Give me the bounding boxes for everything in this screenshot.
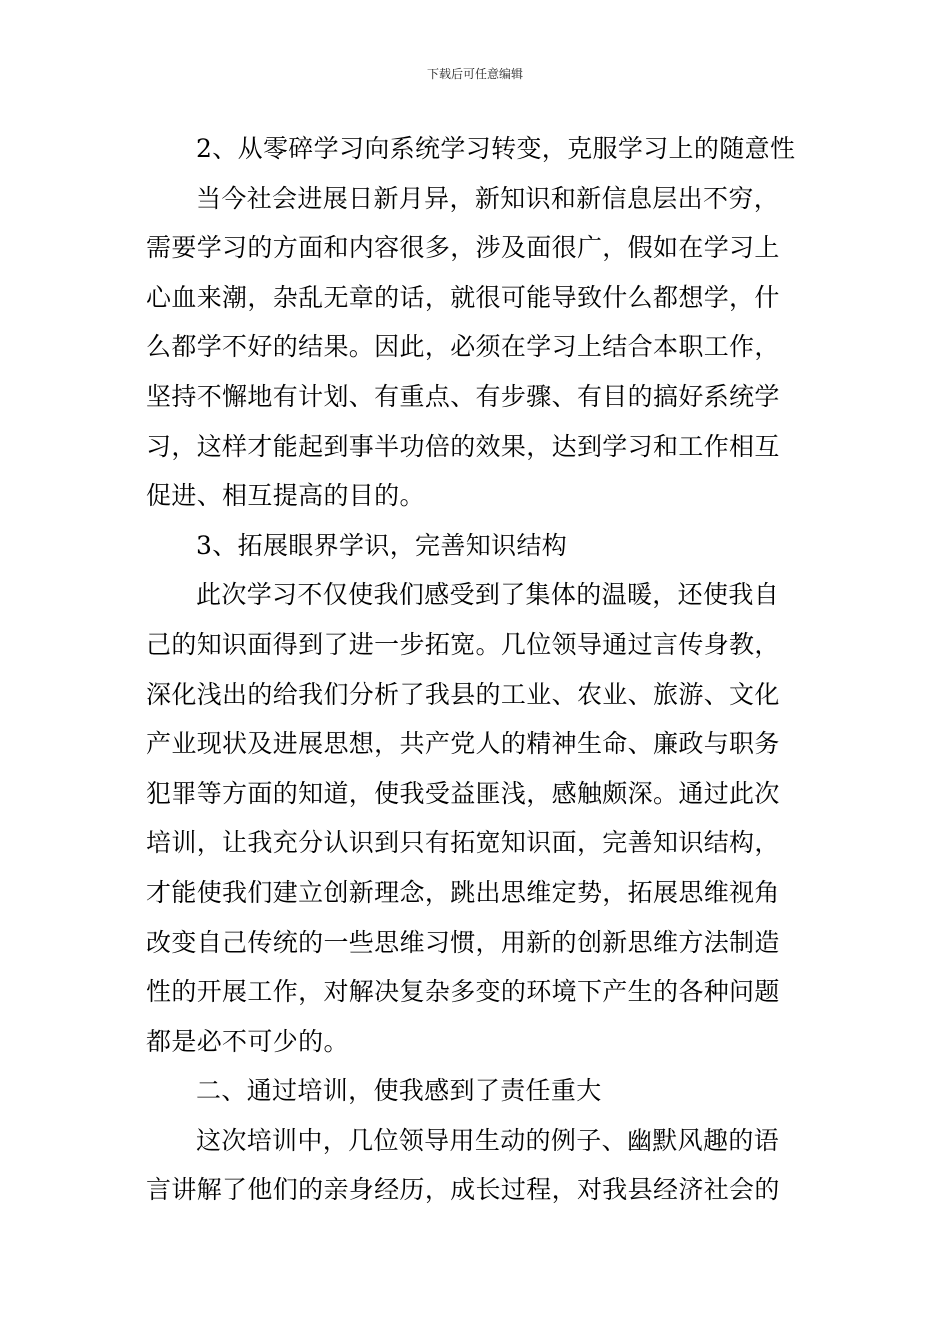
text-line: 深化浅出的给我们分析了我县的工业、农业、旅游、文化 [146,679,780,709]
text-line: 促进、相互提高的目的。 [146,481,425,511]
text-line: 产业现状及进展思想，共产党人的精神生命、廉政与职务 [146,729,780,759]
text-line: 犯罪等方面的知道，使我受益匪浅，感触颇深。通过此次 [146,778,780,808]
text-line: 习，这样才能起到事半功倍的效果，达到学习和工作相互 [146,431,780,461]
document-body [146,124,810,1215]
text-line: 改变自己传统的一些思维习惯，用新的创新思维方法制造 [146,927,780,957]
text-line: 2、从零碎学习向系统学习转变，克服学习上的随意性 [196,134,796,163]
text-line: 都是必不可少的。 [146,1026,349,1056]
text-line: 言讲解了他们的亲身经历，成长过程，对我县经济社会的 [146,1175,780,1205]
text-line: 才能使我们建立创新理念，跳出思维定势，拓展思维视角 [146,877,780,907]
text-line: 需要学习的方面和内容很多，涉及面很广，假如在学习上 [146,233,780,263]
header-note: 下载后可任意编辑 [426,67,523,81]
text-line: 性的开展工作，对解决复杂多变的环境下产生的各种问题 [146,977,780,1007]
text-line: 心血来潮，杂乱无章的话，就很可能导致什么都想学，什 [146,282,780,312]
text-line: 当今社会进展日新月异，新知识和新信息层出不穷， [196,183,780,213]
text-line: 己的知识面得到了进一步拓宽。几位领导通过言传身教， [146,629,780,659]
text-line: 3、拓展眼界学识，完善知识结构 [196,530,568,560]
text-line: 此次学习不仅使我们感受到了集体的温暖，还使我自 [196,580,780,610]
text-line: 这次培训中，几位领导用生动的例子、幽默风趣的语 [196,1125,780,1155]
text-line: 坚持不懈地有计划、有重点、有步骤、有目的搞好系统学 [146,381,780,411]
text-line: 么都学不好的结果。因此，必须在学习上结合本职工作， [146,332,780,362]
text-line: 二、通过培训，使我感到了责任重大 [196,1076,602,1106]
text-line: 培训，让我充分认识到只有拓宽知识面，完善知识结构， [146,828,780,858]
